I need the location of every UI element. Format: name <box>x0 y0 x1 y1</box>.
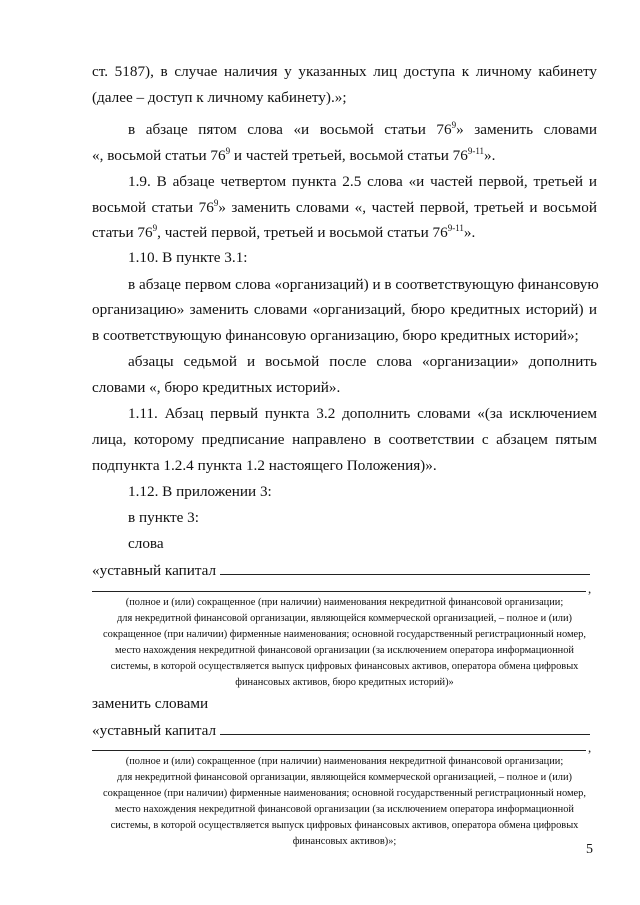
footnote-line: сокращенное (при наличии) фирменные наименования; основной государственный регистрационный номер, <box>103 788 586 799</box>
footnote-line: системы, в которой осуществляется выпуск цифровых финансовых активов, оператора обмена цифровых <box>110 820 579 831</box>
paragraph-line: статьи $76^9$, частей первой, третьей и восьмой статьи 76$^{9-11}$». <box>92 223 476 241</box>
footnote-line: системы, в которой осуществляется выпуск цифровых финансовых активов, оператора обмена цифровых <box>110 661 579 672</box>
page-number: 5 <box>586 842 593 857</box>
paragraph-line: «, восьмой статьи $76^9$ и частей третьей, восьмой статьи 76$^{9-11}$». <box>92 146 496 164</box>
footnote-line: (полное и (или) сокращенное (при наличии) наименования некредитной финансовой организации; <box>125 597 564 608</box>
punctuation: , <box>588 740 592 755</box>
footnote-line: место нахождения некредитной финансовой организации (за исключением оператора информационной <box>115 804 574 815</box>
paragraph-line: 1.11. Абзац первый пункта 3.2 дополнить словами «(за исключением <box>128 405 597 422</box>
paragraph-line: абзацы седьмой и восьмой после слова «организации» дополнить <box>128 353 597 370</box>
footnote-line: для некредитной финансовой организации, являющейся коммерческой организацией, – полное и (или) <box>117 772 572 783</box>
paragraph-line: словами «, бюро кредитных историй». <box>92 379 341 396</box>
paragraph-line: подпункта 1.2.4 пункта 1.2 настоящего Положения)». <box>92 457 437 474</box>
footnote-line: сокращенное (при наличии) фирменные наименования; основной государственный регистрационный номер, <box>103 629 586 640</box>
blank-underline <box>220 720 590 735</box>
paragraph-line: 1.9. В абзаце четвертом пункта 2.5 слова «и частей первой, третьей и <box>128 173 597 190</box>
paragraph-line: 1.10. В пункте 3.1: <box>128 249 248 266</box>
paragraph-line: слова <box>128 535 164 552</box>
paragraph-line: в пункте 3: <box>128 509 199 526</box>
paragraph-line: заменить словами <box>92 695 209 712</box>
footnote-line: финансовых активов)»; <box>292 836 397 847</box>
paragraph-line: в абзаце пятом слова «и восьмой статьи $76^9$» заменить словами <box>128 120 597 138</box>
footnote-line: (полное и (или) сокращенное (при наличии) наименования некредитной финансовой организации; <box>125 756 564 767</box>
blank-underline <box>220 560 590 575</box>
paragraph-line: организацию» заменить словами «организаций, бюро кредитных историй) и <box>92 301 597 318</box>
footnote-line: место нахождения некредитной финансовой организации (за исключением оператора информационной <box>115 645 574 656</box>
fill-in-line: «уставный капитал <box>92 720 597 741</box>
paragraph-line: ст. 5187), в случае наличия у указанных лиц доступа к личному кабинету <box>92 63 597 80</box>
footnote-line: финансовых активов, бюро кредитных историй)» <box>235 677 454 688</box>
blank-underline <box>92 750 586 751</box>
paragraph-line: в соответствующую финансовую организацию, бюро кредитных историй»; <box>92 327 579 344</box>
fill-in-line: «уставный капитал <box>92 560 597 581</box>
footnote-line: для некредитной финансовой организации, являющейся коммерческой организацией, – полное и (или) <box>117 613 572 624</box>
punctuation: , <box>588 581 592 596</box>
blank-underline <box>92 591 586 592</box>
paragraph-line: (далее – доступ к личному кабинету).»; <box>92 89 347 106</box>
paragraph-line: 1.12. В приложении 3: <box>128 483 272 500</box>
paragraph-line: лица, которому предписание направлено в соответствии с абзацем пятым <box>92 431 597 448</box>
paragraph-line: восьмой статьи $76^9$» заменить словами «, частей первой, третьей и восьмой <box>92 198 597 216</box>
paragraph-line: в абзаце первом слова «организаций) и в соответствующую финансовую <box>128 276 599 293</box>
